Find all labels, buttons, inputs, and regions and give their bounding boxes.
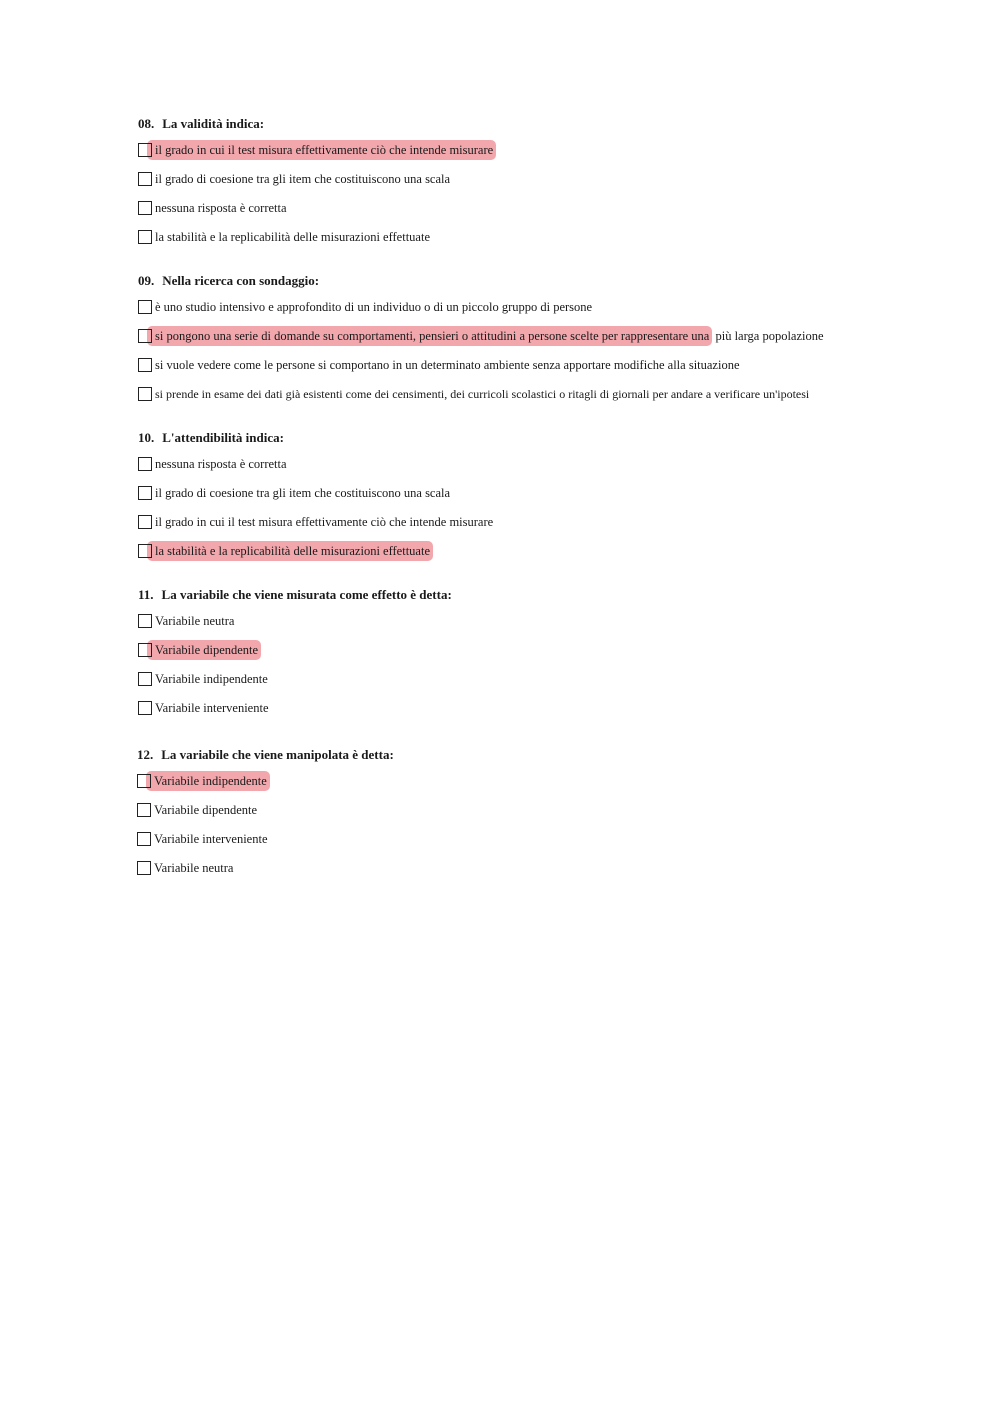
question-title [137,744,917,766]
answer-option[interactable] [138,350,918,379]
question-text: Nella ricerca con sondaggio: [162,273,320,288]
answer-text: Variabile interveniente [155,700,269,715]
question-12 [137,744,917,882]
checkbox[interactable] [138,701,152,715]
answer-text: si vuole vedere come le persone si comportano in un determinato ambiente senza apportare modifiche alla situazione [155,357,740,372]
answer-text: è uno studio intensivo e approfondito di un individuo o di un piccolo gruppo di persone [155,299,593,314]
checkbox[interactable] [138,230,152,244]
question-number: 08. [138,116,155,131]
checkbox[interactable] [138,329,152,343]
checkbox[interactable] [138,172,152,186]
answer-text-highlighted: il grado in cui il test misura effettivamente ciò che intende misurare [147,140,496,160]
question-title [138,270,918,292]
answer-option[interactable] [138,507,918,536]
answer-text: il grado di coesione tra gli item che costituiscono una scala [155,171,451,186]
answer-text-highlighted: Variabile indipendente [146,771,270,791]
checkbox[interactable] [138,143,152,157]
answer-option[interactable] [138,135,918,164]
answer-option[interactable] [138,164,918,193]
answer-text-highlighted: si pongono una serie di domande su comportamenti, pensieri o attitudini a persone scelte per rappresentare una [147,326,712,346]
checkbox[interactable] [138,515,152,529]
answer-text: Variabile dipendente [154,802,258,817]
answer-option[interactable] [138,536,918,565]
checkbox[interactable] [138,643,152,657]
question-text: L'attendibilità indica: [162,430,284,445]
question-text: La validità indica: [162,116,265,131]
question-08 [138,113,918,251]
checkbox[interactable] [138,486,152,500]
answer-text: la stabilità e la replicabilità delle misurazioni effettuate [155,229,430,244]
answer-text: si prende in esame dei dati già esistenti come dei censimenti, dei curricoli scolastici o ritagli di giornali per andare a verificare un'ipotesi [155,386,810,401]
answer-option[interactable] [138,379,918,408]
question-number: 10. [138,430,155,445]
question-10 [138,427,918,565]
answer-option[interactable] [137,766,917,795]
answer-option[interactable] [138,193,918,222]
question-11 [138,584,918,722]
question-number: 12. [137,747,154,762]
answer-option[interactable] [137,795,917,824]
answer-text-tail: più larga popolazione [712,328,824,343]
answer-option[interactable] [138,321,918,350]
answer-text: nessuna risposta è corretta [155,200,287,215]
answer-text: Variabile neutra [154,860,234,875]
answer-option[interactable] [138,664,918,693]
answer-text: il grado di coesione tra gli item che costituiscono una scala [155,485,451,500]
checkbox[interactable] [138,300,152,314]
checkbox[interactable] [138,387,152,401]
checkbox[interactable] [138,358,152,372]
answer-option[interactable] [138,478,918,507]
checkbox[interactable] [138,201,152,215]
question-title [138,584,918,606]
checkbox[interactable] [137,774,151,788]
answer-text: Variabile interveniente [154,831,268,846]
answer-option[interactable] [138,449,918,478]
answer-option[interactable] [138,693,918,722]
checkbox[interactable] [138,672,152,686]
question-text: La variabile che viene manipolata è detta: [161,747,394,762]
checkbox[interactable] [138,457,152,471]
answer-text: Variabile neutra [155,613,235,628]
answer-option[interactable] [137,853,917,882]
answer-option[interactable] [137,824,917,853]
question-number: 11. [138,587,154,602]
answer-option[interactable] [138,292,918,321]
answer-text-highlighted: la stabilità e la replicabilità delle misurazioni effettuate [147,541,433,561]
question-text: La variabile che viene misurata come effetto è detta: [161,587,452,602]
question-title [138,113,918,135]
question-title [138,427,918,449]
answer-option[interactable] [138,606,918,635]
answer-option[interactable] [138,222,918,251]
answer-text: il grado in cui il test misura effettivamente ciò che intende misurare [155,514,494,529]
checkbox[interactable] [137,861,151,875]
answer-text: Variabile indipendente [155,671,268,686]
answer-text-highlighted: Variabile dipendente [147,640,261,660]
answer-text: nessuna risposta è corretta [155,456,287,471]
question-number: 09. [138,273,155,288]
checkbox[interactable] [137,832,151,846]
question-09 [138,270,918,408]
answer-option[interactable] [138,635,918,664]
checkbox[interactable] [138,544,152,558]
checkbox[interactable] [137,803,151,817]
checkbox[interactable] [138,614,152,628]
